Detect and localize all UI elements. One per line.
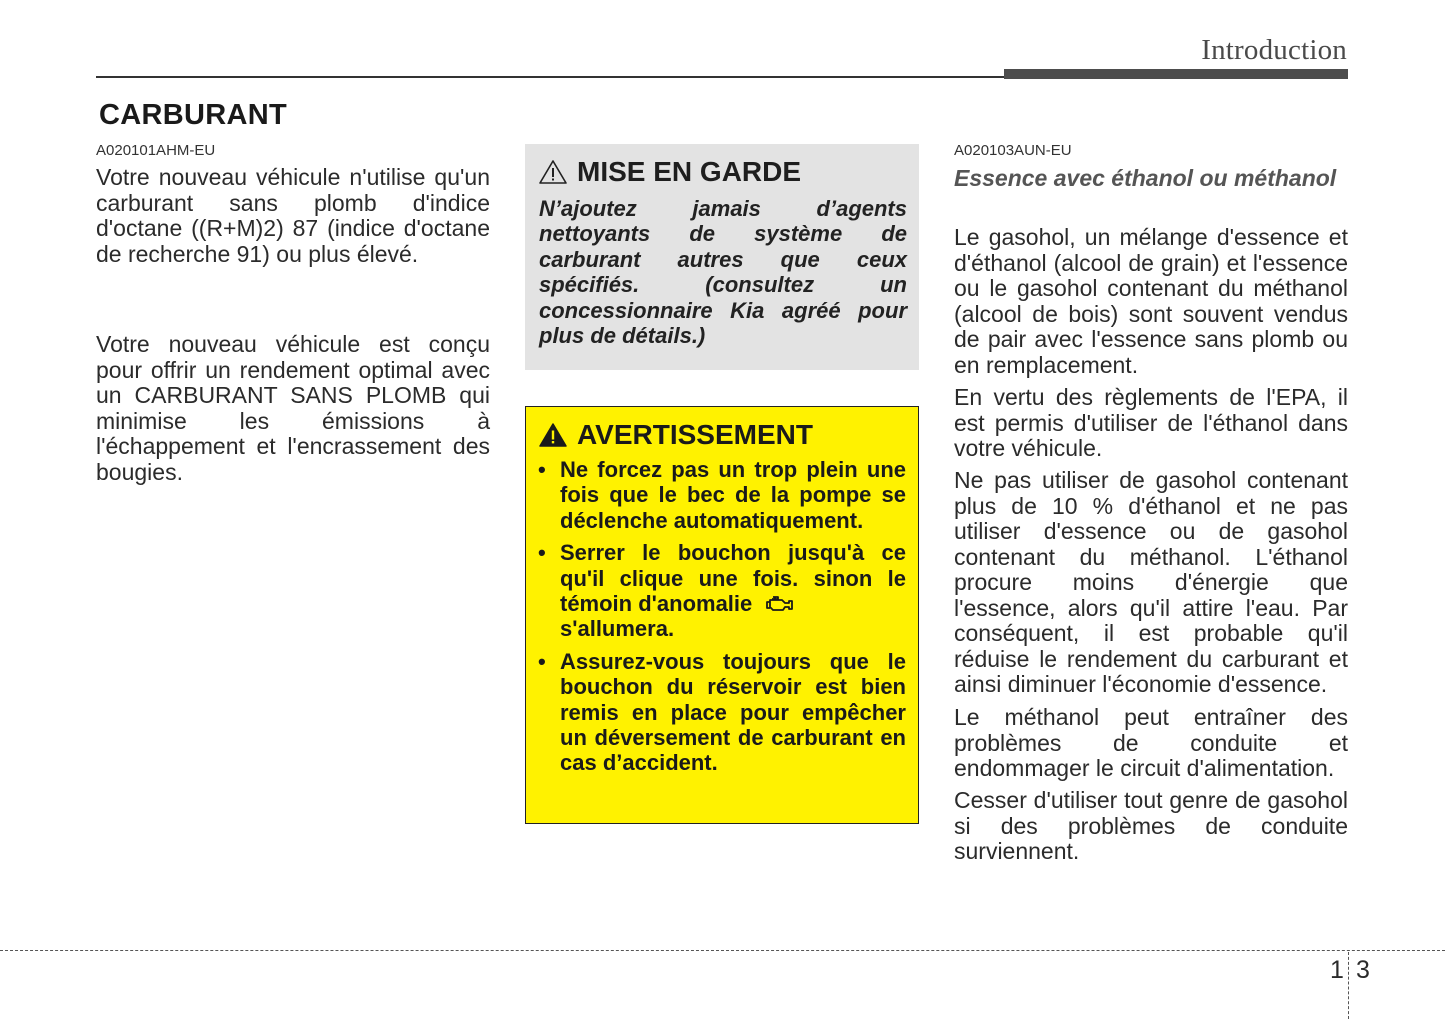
caution-title: MISE EN GARDE xyxy=(577,156,802,187)
check-engine-icon xyxy=(764,594,796,614)
bullet: • xyxy=(538,648,546,674)
warning-item-2-text: Serrer le bouchon jusqu'à ce qu'il clique une fois. sinon le témoin d'anomalie xyxy=(560,540,906,617)
bullet: • xyxy=(538,457,546,482)
warning-item-3-text: Assurez-vous toujours que le bouchon du réservoir est bien remis en place pour empêcher un déversement de carburant en cas d’accident. xyxy=(560,648,906,776)
footer-dashed-rule xyxy=(0,950,1445,951)
left-reference-code: A020101AHM-EU xyxy=(96,142,216,159)
caution-box xyxy=(525,144,919,370)
warning-item xyxy=(538,457,906,533)
warning-triangle-icon xyxy=(538,422,568,448)
warning-item-2-text-end: s'allumera. xyxy=(560,616,675,642)
warning-list xyxy=(538,457,906,776)
header-rule-accent xyxy=(1004,69,1348,79)
right-reference-code: A020103AUN-EU xyxy=(954,142,1072,159)
chapter-title: Introduction xyxy=(1201,34,1347,66)
warning-title: AVERTISSEMENT xyxy=(577,419,813,450)
warning-item xyxy=(538,649,906,776)
caution-triangle-icon xyxy=(538,159,568,185)
left-paragraph-1: Votre nouveau véhicule n'utilise qu'un carburant sans plomb d'indice d'octane ((R+M)2) 87 (indice d'octane de recherche 91) ou plus élevé. xyxy=(96,164,490,267)
page-number-separator xyxy=(1348,952,1349,1019)
chapter-number: 1 xyxy=(1330,956,1344,984)
right-paragraph-3: Ne pas utiliser de gasohol contenant plus de 10 % d'éthanol et ne pas utiliser d'essence ou de gasohol contenant du méthanol. L'éthanol procure moins d'énergie que l'essence, alors qu'il attire l'eau. Par conséquent, il est probable qu'il réduise le rendement du carburant et ainsi diminuer l'économie d'essence. xyxy=(954,467,1348,697)
bullet: • xyxy=(538,540,546,566)
page-number: 3 xyxy=(1356,956,1370,984)
warning-box xyxy=(525,406,919,824)
warning-heading xyxy=(538,419,906,451)
caution-heading xyxy=(538,156,907,188)
right-subheading: Essence avec éthanol ou méthanol xyxy=(954,165,1337,191)
caution-text: N’ajoutez jamais d’agents nettoyants de système de carburant autres que ceux spécifiés. (consultez un concessionnaire Kia agréé pour plus de détails.) xyxy=(539,196,907,349)
right-paragraph-5: Cesser d'utiliser tout genre de gasohol si des problèmes de conduite surviennent. xyxy=(954,787,1348,864)
warning-item xyxy=(538,540,906,642)
header-rule xyxy=(96,76,1006,78)
warning-item-1-text: Ne forcez pas un trop plein une fois que le bec de la pompe se déclenche automatiquement. xyxy=(560,457,906,533)
section-title: CARBURANT xyxy=(99,99,287,131)
left-paragraph-2: Votre nouveau véhicule est conçu pour offrir un rendement optimal avec un CARBURANT SANS PLOMB qui minimise les émissions à l'échappement et l'encrassement des bougies. xyxy=(96,331,490,485)
right-paragraph-2: En vertu des règlements de l'EPA, il est permis d'utiliser de l'éthanol dans votre véhicule. xyxy=(954,384,1348,461)
right-paragraph-4: Le méthanol peut entraîner des problèmes de conduite et endommager le circuit d'alimentation. xyxy=(954,704,1348,781)
right-paragraph-1: Le gasohol, un mélange d'essence et d'éthanol (alcool de grain) et l'essence ou le gasohol contenant du méthanol (alcool de bois) sont souvent vendus de pair avec l'essence sans plomb ou en remplacement. xyxy=(954,224,1348,378)
